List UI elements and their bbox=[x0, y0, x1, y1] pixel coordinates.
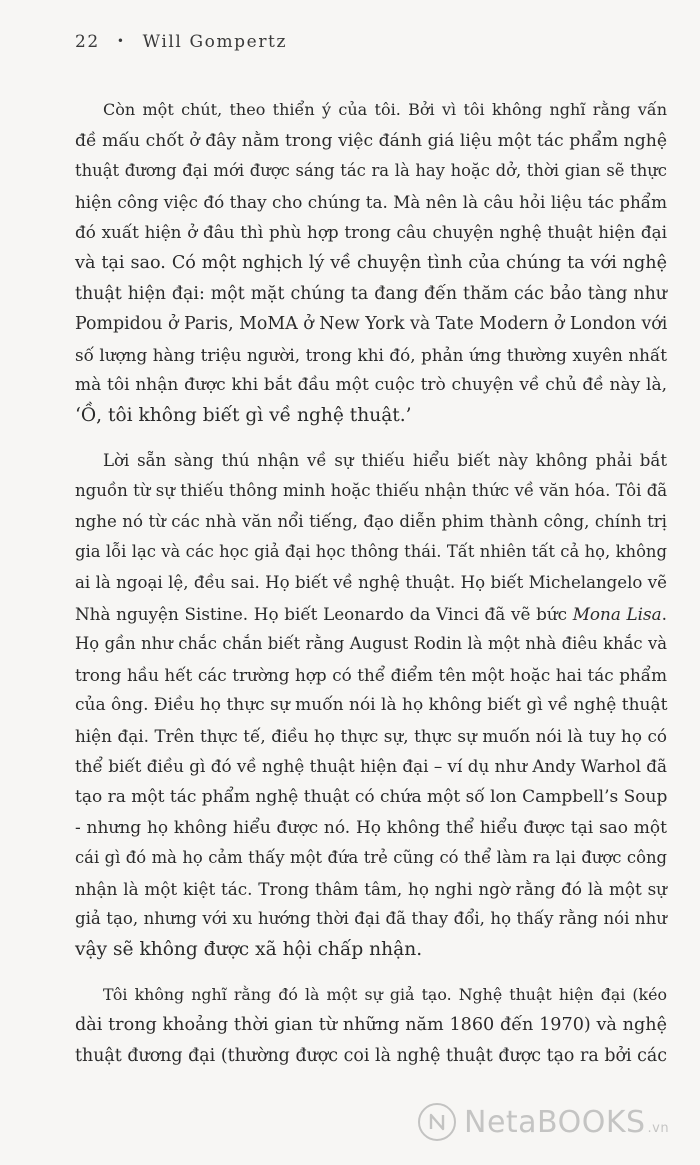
text-line: thuật hiện đại: một mặt chúng ta đang đến thăm các bảo tàng như bbox=[75, 283, 667, 304]
text-line: nghe nó từ các nhà văn nổi tiếng, đạo diễn phim thành công, chính trị bbox=[75, 511, 667, 531]
text-line: hiện đại. Trên thực tế, điều họ thực sự, thực sự muốn nói là tuy họ có bbox=[75, 725, 667, 746]
header-separator: • bbox=[116, 34, 126, 48]
page-number: 22 bbox=[75, 32, 100, 52]
text-line: cái gì đó mà họ cảm thấy một đứa trẻ cũng có thể làm ra lại được công bbox=[75, 848, 667, 868]
text-line: nhận là một kiệt tác. Trong thâm tâm, họ nghi ngờ rằng đó là một sự bbox=[75, 878, 667, 899]
text-line: Nhà nguyện Sistine. Họ biết Leonardo da Vinci đã vẽ bức Mona Lisa. bbox=[75, 603, 667, 624]
watermark-suffix: .vn bbox=[647, 1120, 670, 1136]
n-circle-logo-icon bbox=[418, 1103, 456, 1141]
text-line: Pompidou ở Paris, MoMA ở New York và Tate Modern ở London với bbox=[75, 314, 668, 335]
text-line: gia lỗi lạc và các học giả đại học thông thái. Tất nhiên tất cả họ, không bbox=[75, 542, 667, 562]
running-header bbox=[75, 32, 287, 52]
text-line: ai là ngoại lệ, đều sai. Họ biết về nghệ thuật. Họ biết Michelangelo vẽ bbox=[75, 572, 667, 592]
text-line: đề mấu chốt ở đây nằm trong việc đánh giá liệu một tác phẩm nghệ bbox=[75, 130, 667, 151]
text-line: ‘Ồ, tôi không biết gì về nghệ thuật.’ bbox=[75, 404, 412, 426]
text-line: đó xuất hiện ở đâu thì phù hợp trong câu chuyện nghệ thuật hiện đại bbox=[75, 222, 667, 243]
text-line: - nhưng họ không hiểu được nó. Họ không thể hiểu được tại sao một bbox=[75, 817, 667, 838]
body-text bbox=[75, 95, 667, 1085]
text-line: mà tôi nhận được khi bắt đầu một cuộc trò chuyện về chủ đề này là, bbox=[75, 375, 667, 396]
text-line: thể biết điều gì đó về nghệ thuật hiện đại – ví dụ như Andy Warhol đã bbox=[75, 756, 668, 777]
text-line: và tại sao. Có một nghịch lý về chuyện tình của chúng ta với nghệ bbox=[75, 252, 667, 273]
watermark-brand-text: NetaBOOKS bbox=[464, 1104, 646, 1140]
text-line: Còn một chút, theo thiển ý của tôi. Bởi vì tôi không nghĩ rằng vấn bbox=[103, 100, 667, 119]
text-line: hiện công việc đó thay cho chúng ta. Mà nên là câu hỏi liệu tác phẩm bbox=[75, 191, 667, 212]
paragraph-2 bbox=[75, 446, 667, 966]
text-line: của ông. Điều họ thực sự muốn nói là họ không biết gì về nghệ thuật bbox=[75, 695, 668, 716]
text-line: số lượng hàng triệu người, trong khi đó, phản ứng thường xuyên nhất bbox=[75, 344, 667, 365]
text-line: Họ gần như chắc chắn biết rằng August Rodin là một nhà điêu khắc và bbox=[75, 634, 667, 654]
text-line: tạo ra một tác phẩm nghệ thuật có chứa một số lon Campbell’s Soup bbox=[75, 787, 668, 808]
watermark bbox=[418, 1103, 669, 1141]
author-name: Will Gompertz bbox=[142, 32, 288, 52]
paragraph-3 bbox=[75, 980, 667, 1072]
text-line: dài trong khoảng thời gian từ những năm 1860 đến 1970) và nghệ bbox=[75, 1015, 667, 1036]
text-line: vậy sẽ không được xã hội chấp nhận. bbox=[75, 939, 423, 961]
text-line: Tôi không nghĩ rằng đó là một sự giả tạo. Nghệ thuật hiện đại (kéo bbox=[103, 984, 667, 1004]
text-line: thuật đương đại mới được sáng tác ra là hay hoặc dở, thời gian sẽ thực bbox=[75, 161, 667, 181]
watermark-brand bbox=[464, 1105, 669, 1140]
text-line: trong hầu hết các trường hợp có thể điểm tên một hoặc hai tác phẩm bbox=[75, 664, 667, 685]
text-line: Lời sẵn sàng thú nhận về sự thiếu hiểu biết này không phải bắt bbox=[103, 450, 667, 470]
text-line: giả tạo, nhưng với xu hướng thời đại đã thay đổi, họ thấy rằng nói như bbox=[75, 909, 667, 929]
text-line: nguồn từ sự thiếu thông minh hoặc thiếu nhận thức về văn hóa. Tôi đã bbox=[75, 481, 668, 501]
text-line: thuật đương đại (thường được coi là nghệ thuật được tạo ra bởi các bbox=[75, 1045, 667, 1066]
artwork-title: Mona Lisa bbox=[572, 603, 662, 624]
paragraph-1 bbox=[75, 95, 667, 432]
